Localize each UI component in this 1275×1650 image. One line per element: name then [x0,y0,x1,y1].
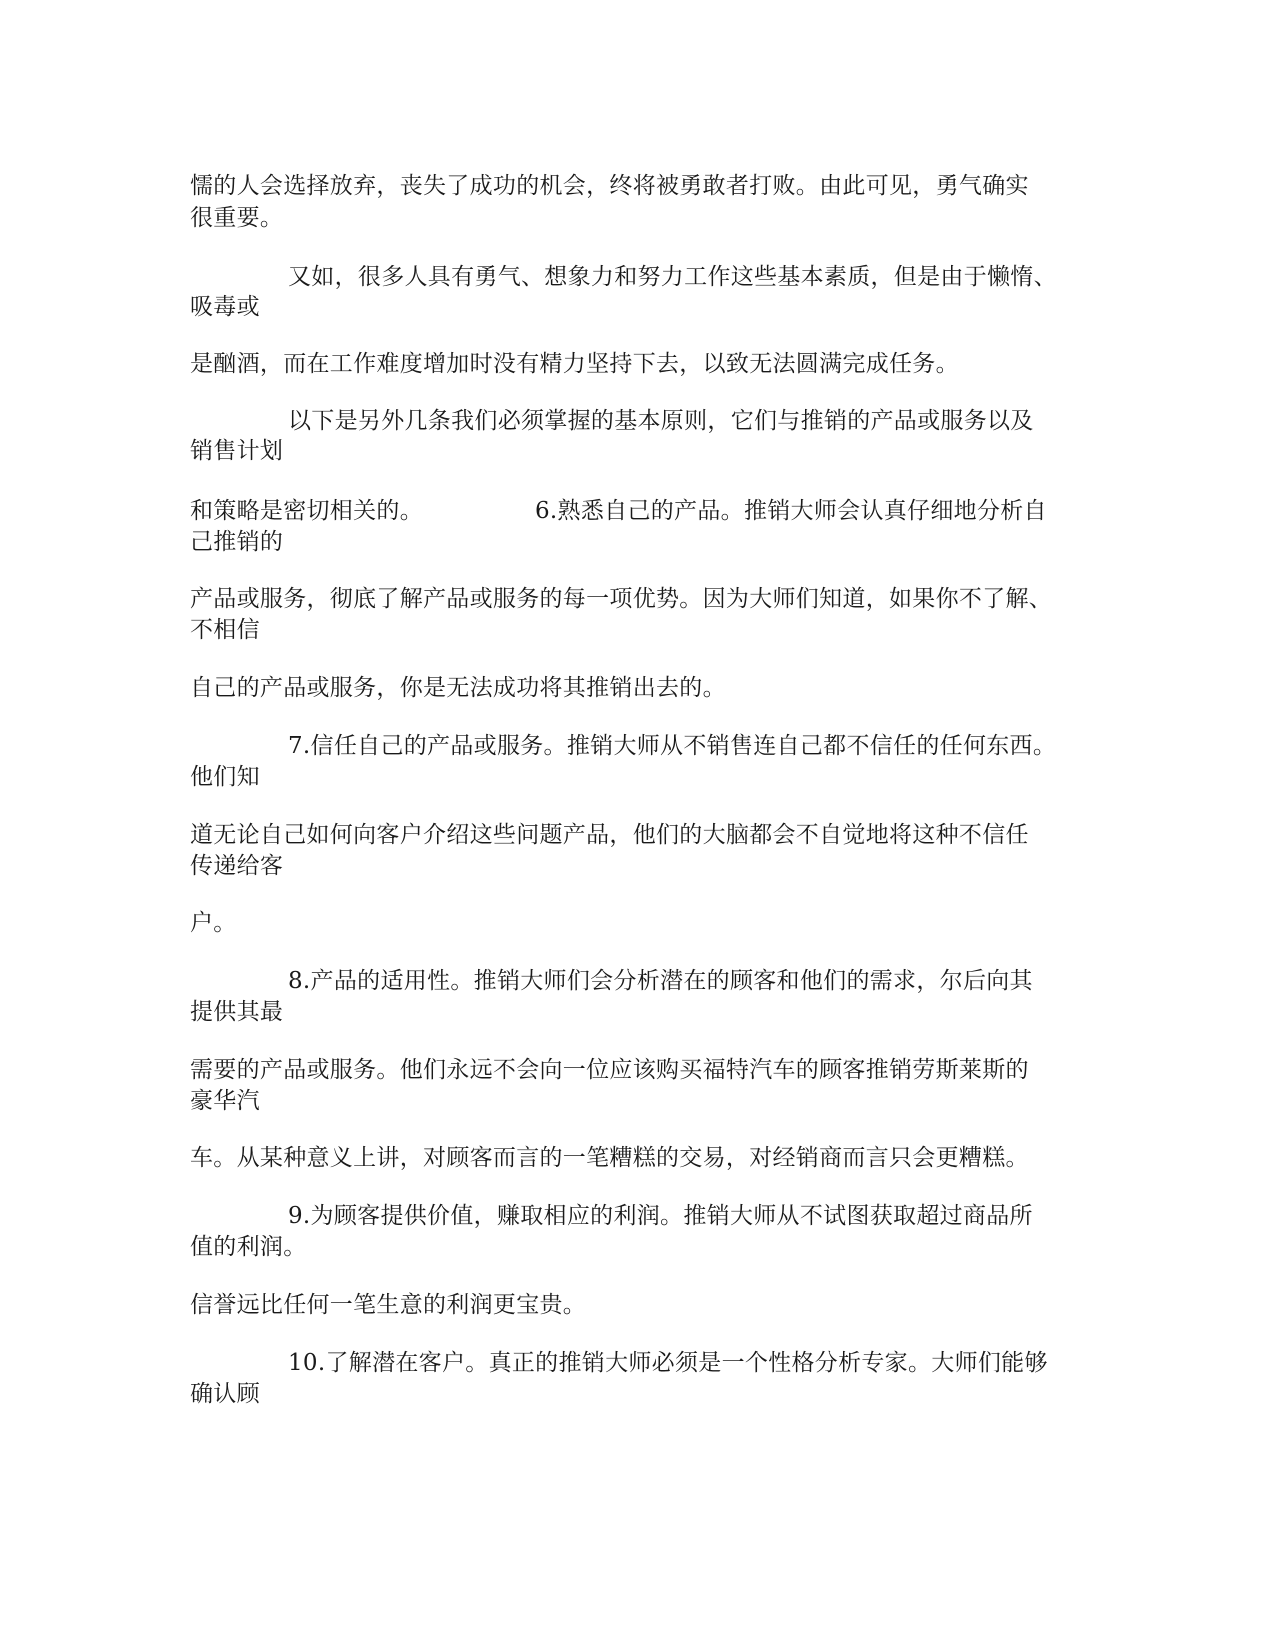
text-line: 吸毒或 [190,294,260,320]
text-line: 车。从某种意义上讲，对顾客而言的一笔糟糕的交易，对经销商而言只会更糟糕。 [190,1145,1029,1171]
text-line: 提供其最 [190,999,284,1025]
text-line: 豪华汽 [190,1088,260,1114]
text-line [190,496,1047,526]
text-line: 是酗酒，而在工作难度增加时没有精力坚持下去，以致无法圆满完成任务。 [190,351,959,377]
text-line: 他们知 [190,764,260,790]
text-line: 很重要。 [190,205,284,231]
text-line: 懦的人会选择放弃，丧失了成功的机会，终将被勇敢者打败。由此可见，勇气确实 [190,173,1029,199]
paragraph-first-line: 10.了解潜在客户。真正的推销大师必须是一个性格分析专家。大师们能够 [288,1350,1048,1376]
paragraph-first-line: 8.产品的适用性。推销大师们会分析潜在的顾客和他们的需求，尔后向其 [288,968,1033,994]
text-line: 产品或服务，彻底了解产品或服务的每一项优势。因为大师们知道，如果你不了解、 [190,586,1053,612]
paragraph-first-line: 又如，很多人具有勇气、想象力和努力工作这些基本素质，但是由于懒惰、 [288,264,1057,290]
text-line: 信誉远比任何一笔生意的利润更宝贵。 [190,1292,587,1318]
text-line: 值的利润。 [190,1234,307,1260]
text-line: 自己的产品或服务，你是无法成功将其推销出去的。 [190,675,726,701]
paragraph-first-line: 以下是另外几条我们必须掌握的基本原则，它们与推销的产品或服务以及 [288,408,1034,434]
text-line: 户。 [190,910,237,936]
text-line: 己推销的 [190,529,284,555]
text-line: 传递给客 [190,853,284,879]
text-line: 确认顾 [190,1381,260,1407]
text-segment: 和策略是密切相关的。 [190,498,423,524]
text-line: 需要的产品或服务。他们永远不会向一位应该购买福特汽车的顾客推销劳斯莱斯的 [190,1057,1029,1083]
text-line: 不相信 [190,617,260,643]
paragraph-first-line: 7.信任自己的产品或服务。推销大师从不销售连自己都不信任的任何东西。 [288,733,1057,759]
text-line: 道无论自己如何向客户介绍这些问题产品，他们的大脑都会不自觉地将这种不信任 [190,822,1029,848]
text-line: 销售计划 [190,438,284,464]
text-segment: 6.熟悉自己的产品。推销大师会认真仔细地分析自 [535,498,1047,524]
paragraph-first-line: 9.为顾客提供价值，赚取相应的利润。推销大师从不试图获取超过商品所 [288,1203,1033,1229]
